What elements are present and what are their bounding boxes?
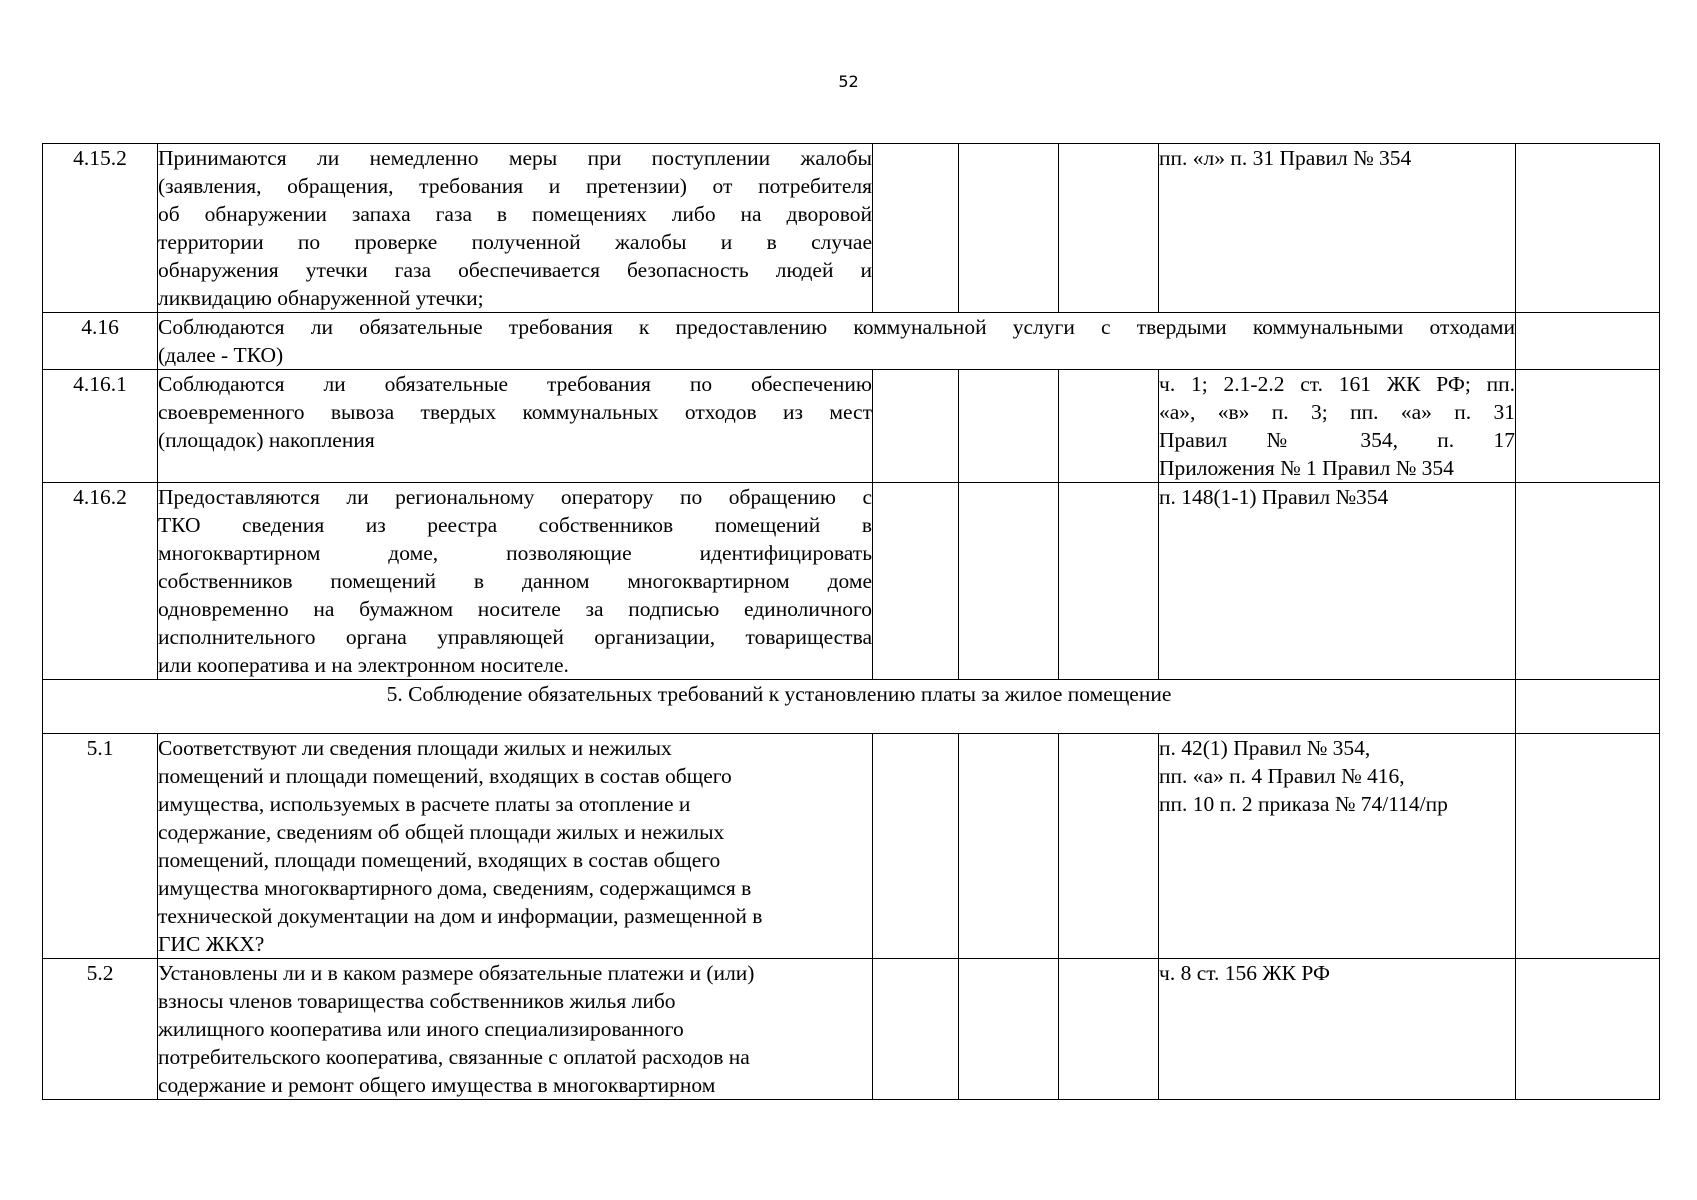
notes-cell[interactable] — [1516, 483, 1660, 680]
answer-cell-yes[interactable] — [873, 734, 959, 959]
answer-cell-not-applicable[interactable] — [1059, 483, 1159, 680]
table-row — [43, 370, 1660, 483]
item-question: Принимаются ли немедленно меры при поступлении жалобы (заявления, обращения, требования и претензии) от потребителя об обнаружении запаха газа в помещениях либо на дворовой территории по проверке полученной жалобы и в случае обнаружения утечки газа обеспечивается безопасность людей и ликвидацию обнаруженной утечки; — [158, 144, 873, 313]
item-question: Предоставляются ли региональному оператору по обращению с ТКО сведения из реестра собственников помещений в многоквартирном доме, позволяющие идентифицировать собственников помещений в данном многоквартирном доме одновременно на бумажном носителе за подписью единоличного исполнительного органа управляющей организации, товарищества или кооператива и на электронном носителе. — [158, 483, 873, 680]
answer-cell-yes[interactable] — [873, 370, 959, 483]
item-number: 5.2 — [43, 959, 158, 1100]
item-reference: ч. 1; 2.1-2.2 ст. 161 ЖК РФ; пп. «а», «в» п. 3; пп. «а» п. 31 Правил № 354, п. 17 Приложения № 1 Правил № 354 — [1159, 370, 1516, 483]
item-question: Соблюдаются ли обязательные требования по обеспечению своевременного вывоза твердых коммунальных отходов из мест (площадок) накопления — [158, 370, 873, 483]
checklist-table — [42, 143, 1660, 1100]
table-row — [43, 144, 1660, 313]
item-reference: пп. «л» п. 31 Правил № 354 — [1159, 144, 1516, 313]
notes-cell[interactable] — [1516, 680, 1660, 734]
notes-cell[interactable] — [1516, 144, 1660, 313]
item-number: 4.16.2 — [43, 483, 158, 680]
table-row — [43, 734, 1660, 959]
table-row — [43, 959, 1660, 1100]
answer-cell-not-applicable[interactable] — [1059, 144, 1159, 313]
notes-cell[interactable] — [1516, 370, 1660, 483]
notes-cell[interactable] — [1516, 734, 1660, 959]
answer-cell-not-applicable[interactable] — [1059, 959, 1159, 1100]
notes-cell[interactable] — [1516, 959, 1660, 1100]
page-number: 52 — [838, 72, 859, 91]
subsection-heading: Соблюдаются ли обязательные требования к предоставлению коммунальной услуги с твердыми коммунальными отходами (далее - ТКО) — [158, 313, 1516, 370]
answer-cell-not-applicable[interactable] — [1059, 370, 1159, 483]
item-question: Соответствуют ли сведения площади жилых и нежилых помещений и площади помещений, входящих в состав общего имущества, используемых в расчете платы за отопление и содержание, сведениям об общей площади жилых и нежилых помещений, площади помещений, входящих в состав общего имущества многоквартирного дома, сведениям, содержащимся в технической документации на дом и информации, размещенной в ГИС ЖКХ? — [158, 734, 873, 959]
answer-cell-no[interactable] — [959, 734, 1059, 959]
answer-cell-yes[interactable] — [873, 959, 959, 1100]
item-reference: п. 148(1-1) Правил №354 — [1159, 483, 1516, 680]
answer-cell-yes[interactable] — [873, 483, 959, 680]
item-number: 4.16 — [43, 313, 158, 370]
section-title: 5. Соблюдение обязательных требований к установлению платы за жилое помещение — [43, 680, 1516, 734]
answer-cell-no[interactable] — [959, 483, 1059, 680]
table-row — [43, 483, 1660, 680]
item-reference: п. 42(1) Правил № 354, пп. «а» п. 4 Правил № 416, пп. 10 п. 2 приказа № 74/114/пр — [1159, 734, 1516, 959]
item-number: 5.1 — [43, 734, 158, 959]
item-question: Установлены ли и в каком размере обязательные платежи и (или) взносы членов товарищества собственников жилья либо жилищного кооператива или иного специализированного потребительского кооператива, связанные с оплатой расходов на содержание и ремонт общего имущества в многоквартирном — [158, 959, 873, 1100]
answer-cell-no[interactable] — [959, 144, 1059, 313]
item-reference: ч. 8 ст. 156 ЖК РФ — [1159, 959, 1516, 1100]
answer-cell-not-applicable[interactable] — [1059, 734, 1159, 959]
answer-cell-yes[interactable] — [873, 144, 959, 313]
answer-cell-no[interactable] — [959, 370, 1059, 483]
item-number: 4.16.1 — [43, 370, 158, 483]
notes-cell[interactable] — [1516, 313, 1660, 370]
item-number: 4.15.2 — [43, 144, 158, 313]
table-row — [43, 313, 1660, 370]
section-row — [43, 680, 1660, 734]
answer-cell-no[interactable] — [959, 959, 1059, 1100]
